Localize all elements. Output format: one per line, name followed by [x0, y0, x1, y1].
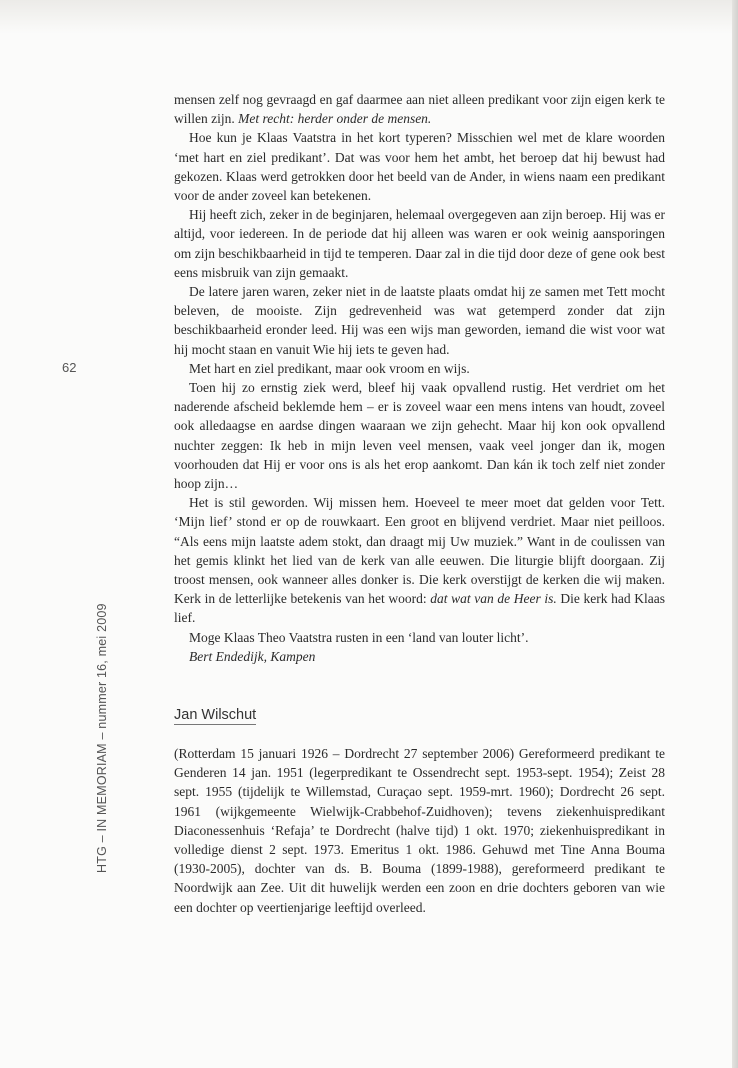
section-heading: Jan Wilschut: [174, 707, 257, 723]
page-number: 62: [62, 360, 77, 375]
page-edge: [732, 0, 738, 1068]
paragraph-7-text: Het is stil geworden. Wij missen hem. Hoeveel te meer moet dat gelden voor Tett. ‘Mijn lief’ stond er op de rouwkaart. Een groot en blijvend verdriet. Maar niet peilloos. “Als eens mijn laatste adem stokt, dan draagt mij Uw muziek.” Want in de coulissen van het gemis klinkt het lied van de kerk van alle eeuwen. Die liturgie blijft doorgaan. Zij troost mensen, ook wanneer alles donker is. Die kerk overstijgt de kerken die wij maken. Kerk in de letterlijke betekenis van het woord:: [174, 495, 665, 607]
paragraph-7-tail: Die kerk had Klaas lief.: [174, 591, 666, 626]
article-body: [174, 90, 665, 666]
paragraph-5: Met hart en ziel predikant, maar ook vroom en wijs.: [189, 360, 470, 376]
paragraph-1-text: mensen zelf nog gevraagd en gaf daarmee aan niet alleen predikant voor zijn eigen kerk te willen zijn.: [174, 92, 665, 127]
paragraph-6: Toen hij zo ernstig ziek werd, bleef hij vaak opvallend rustig. Het verdriet om het naderende afscheid beklemde hem – er is zoveel waar een mens intens van houdt, zoveel ook alledaagse en aardse dingen waaraan we zijn gehecht. Maar hij kon ook opvallend nuchter zeggen: Ik heb in mijn leven veel mensen, vaak veel jonger dan ik, mogen voorhouden dat Hij er voor ons is als het erop aankomt. Dan kán ik toch zelf niet zonder hoop zijn…: [174, 380, 665, 492]
paragraph-1-italic: Met recht: herder onder de mensen.: [238, 111, 432, 127]
bio-block: [174, 744, 665, 917]
paragraph-2: Hoe kun je Klaas Vaatstra in het kort typeren? Misschien wel met de klare woorden ‘met hart en ziel predikant’. Dat was voor hem het ambt, het beroep dat hij bewust had gekozen. Klaas werd getrokken door het beeld van de Ander, in wiens naam een predikant voor de ander zoveel kan betekenen.: [174, 130, 665, 204]
paragraph-7-italic: dat wat van de Heer is.: [430, 591, 557, 607]
paragraph-4: De latere jaren waren, zeker niet in de laatste plaats omdat hij ze samen met Tett mocht beleven, de mooiste. Zijn gedrevenheid was wat getemperd zonder dat zijn beschikbaarheid eronder leed. Hij was een wijs man geworden, iemand die wist voor wat hij mocht staan en vanuit Wie hij iets te geven had.: [174, 284, 665, 357]
paragraph-7: [174, 493, 665, 627]
bio-text: (Rotterdam 15 januari 1926 – Dordrecht 27 september 2006) Gereformeerd predikant te Genderen 14 jan. 1951 (legerpredikant te Ossendrecht sept. 1953-sept. 1954); Zeist 28 sept. 1955 (tijdelijk te Willemstad, Curaçao sept. 1959-mrt. 1960); Dordrecht 26 sept. 1961 (wijkgemeente Wielwijk-Crabbehof-Zuidhoven); tevens ziekenhuispredikant Diaconessenhuis ‘Refaja’ te Dordrecht (halve tijd) 1 okt. 1970; ziekenhuispredikant in volledige dienst 2 sept. 1973. Emeritus 1 okt. 1986. Gehuwd met Tine Anna Bouma (1930-2005), dochter van ds. B. Bouma (1899-1988), gereformeerd predikant te Noordwijk aan Zee. Uit dit huwelijk werden een zoon en drie dochters geboren van wie een dochter op veertienjarige leeftijd overleed.: [174, 746, 665, 915]
paragraph-3: Hij heeft zich, zeker in de beginjaren, helemaal overgegeven aan zijn beroep. Hij was er altijd, voor iedereen. In de periode dat hij alleen was waren er ook weinig aansporingen om zijn beschikbaarheid in tijd te temperen. Daar zal in die tijd door deze of gene ook best eens misbruik van zijn gemaakt.: [174, 207, 665, 280]
signature: Bert Endedijk, Kampen: [189, 648, 316, 664]
paragraph-1: [174, 90, 665, 128]
page-top-shadow: [0, 0, 738, 34]
running-head: HTG – IN MEMORIAM – nummer 16, mei 2009: [95, 603, 109, 873]
paragraph-8: Moge Klaas Theo Vaatstra rusten in een ‘land van louter licht’.: [189, 629, 529, 645]
